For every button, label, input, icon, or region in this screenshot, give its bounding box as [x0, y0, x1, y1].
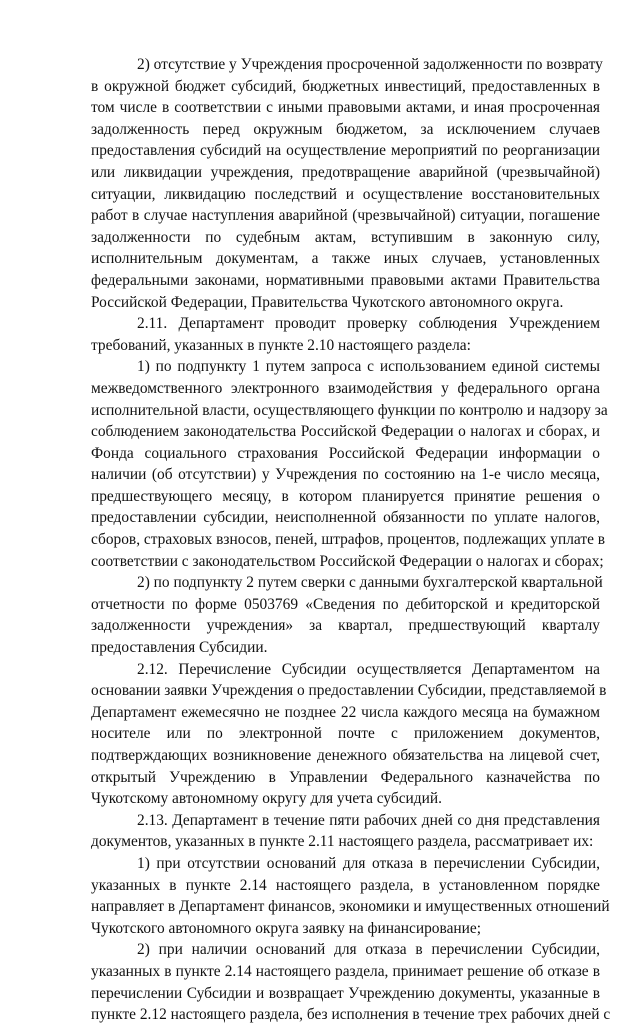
- text-line: в окружной бюджет субсидий, бюджетных инвестиций, предоставленных в: [91, 77, 600, 95]
- text-line: 2) по подпункту 2 путем сверки с данными бухгалтерской квартальной: [137, 574, 603, 592]
- text-line: пункте 2.12 настоящего раздела, без исполнения в течение трех рабочих дней с: [91, 1006, 611, 1024]
- text-line: указанных в пункте 2.14 настоящего раздела, в установленном порядке: [91, 876, 600, 894]
- text-line: межведомственного электронного взаимодействия у федерального органа: [91, 379, 600, 397]
- text-line: предшествующего месяцу, в котором планируется принятие решения о: [91, 487, 600, 505]
- text-line: 2.11. Департамент проводит проверку соблюдения Учреждением: [137, 315, 600, 333]
- text-line: открытый Учреждению в Управлении Федерального казначейства по: [91, 768, 600, 786]
- text-line: исполнительной власти, осуществляющего функции по контролю и надзору за: [91, 401, 608, 419]
- text-line: или ликвидации учреждения, предотвращение аварийной (чрезвычайной): [91, 163, 600, 181]
- text-line: том числе в соответствии с иными правовыми актами, и иная просроченная: [91, 99, 600, 117]
- text-line: 1) по подпункту 1 путем запроса с использованием единой системы: [137, 358, 600, 376]
- text-line: предоставления Субсидии.: [91, 639, 268, 657]
- text-line: Российской Федерации, Правительства Чукотского автономного округа.: [91, 293, 564, 311]
- text-line: предоставления субсидий на осуществление мероприятий по реорганизации: [91, 142, 600, 160]
- text-line: 2.13. Департамент в течение пяти рабочих дней со дня представления: [137, 811, 600, 829]
- text-line: 2) при наличии оснований для отказа в перечислении Субсидии,: [137, 941, 600, 959]
- text-line: предоставлении субсидии, неисполненной обязанности по уплате налогов,: [91, 509, 600, 527]
- document-page: [91, 54, 611, 1026]
- text-line: 1) при отсутствии оснований для отказа в перечислении Субсидии,: [137, 854, 600, 872]
- text-line: документов, указанных в пункте 2.11 настоящего раздела, рассматривает их:: [91, 833, 594, 851]
- text-line: ситуации, ликвидацию последствий и осуществление восстановительных: [91, 185, 600, 203]
- text-line: Фонда социального страхования Российской Федерации информации о: [91, 444, 600, 462]
- text-line: Департамент ежемесячно не позднее 22 числа каждого месяца на бумажном: [91, 703, 600, 721]
- text-line: исполнительным документам, а также иных случаев, установленных: [91, 250, 600, 268]
- text-line: федеральными законами, нормативными правовыми актами Правительства: [91, 271, 600, 289]
- text-line: задолженность перед окружным бюджетом, за исключением случаев: [91, 120, 600, 138]
- text-line: сборов, страховых взносов, пеней, штрафов, процентов, подлежащих уплате в: [91, 531, 606, 549]
- text-line: задолженности по судебным актам, вступившим в законную силу,: [91, 228, 600, 246]
- text-line: 2) отсутствие у Учреждения просроченной задолженности по возврату: [137, 56, 603, 73]
- text-line: наличии (об отсутствии) у Учреждения по состоянию на 1-е число месяца,: [91, 466, 600, 484]
- text-line: 2.12. Перечисление Субсидии осуществляется Департаментом на: [137, 660, 600, 678]
- text-line: работ в случае наступления аварийной (чрезвычайной) ситуации, погашение: [91, 207, 600, 225]
- text-line: соблюдением законодательства Российской Федерации о налогах и сборах, и: [91, 423, 600, 441]
- text-line: подтверждающих возникновение денежного обязательства на лицевой счет,: [91, 747, 600, 764]
- text-line: Чукотскому автономному округу для учета субсидий.: [91, 790, 442, 808]
- text-line: Чукотского автономного округа заявку на финансирование;: [91, 919, 481, 937]
- text-line: задолженности учреждения» за квартал, предшествующий кварталу: [91, 617, 600, 635]
- text-line: отчетности по форме 0503769 «Сведения по дебиторской и кредиторской: [91, 595, 600, 613]
- text-line: носителе или по электронной почте с приложением документов,: [91, 725, 600, 743]
- text-line: направляет в Департамент финансов, экономики и имущественных отношений: [91, 898, 610, 916]
- text-line: соответствии с законодательством Российской Федерации о налогах и сборах;: [91, 552, 604, 570]
- text-line: требований, указанных в пункте 2.10 настоящего раздела:: [91, 336, 471, 354]
- text-line: основании заявки Учреждения о предоставлении Субсидии, представляемой в: [91, 682, 607, 700]
- text-line: указанных в пункте 2.14 настоящего раздела, принимает решение об отказе в: [91, 962, 600, 980]
- text-line: перечислении Субсидии и возвращает Учреждению документы, указанные в: [91, 984, 600, 1002]
